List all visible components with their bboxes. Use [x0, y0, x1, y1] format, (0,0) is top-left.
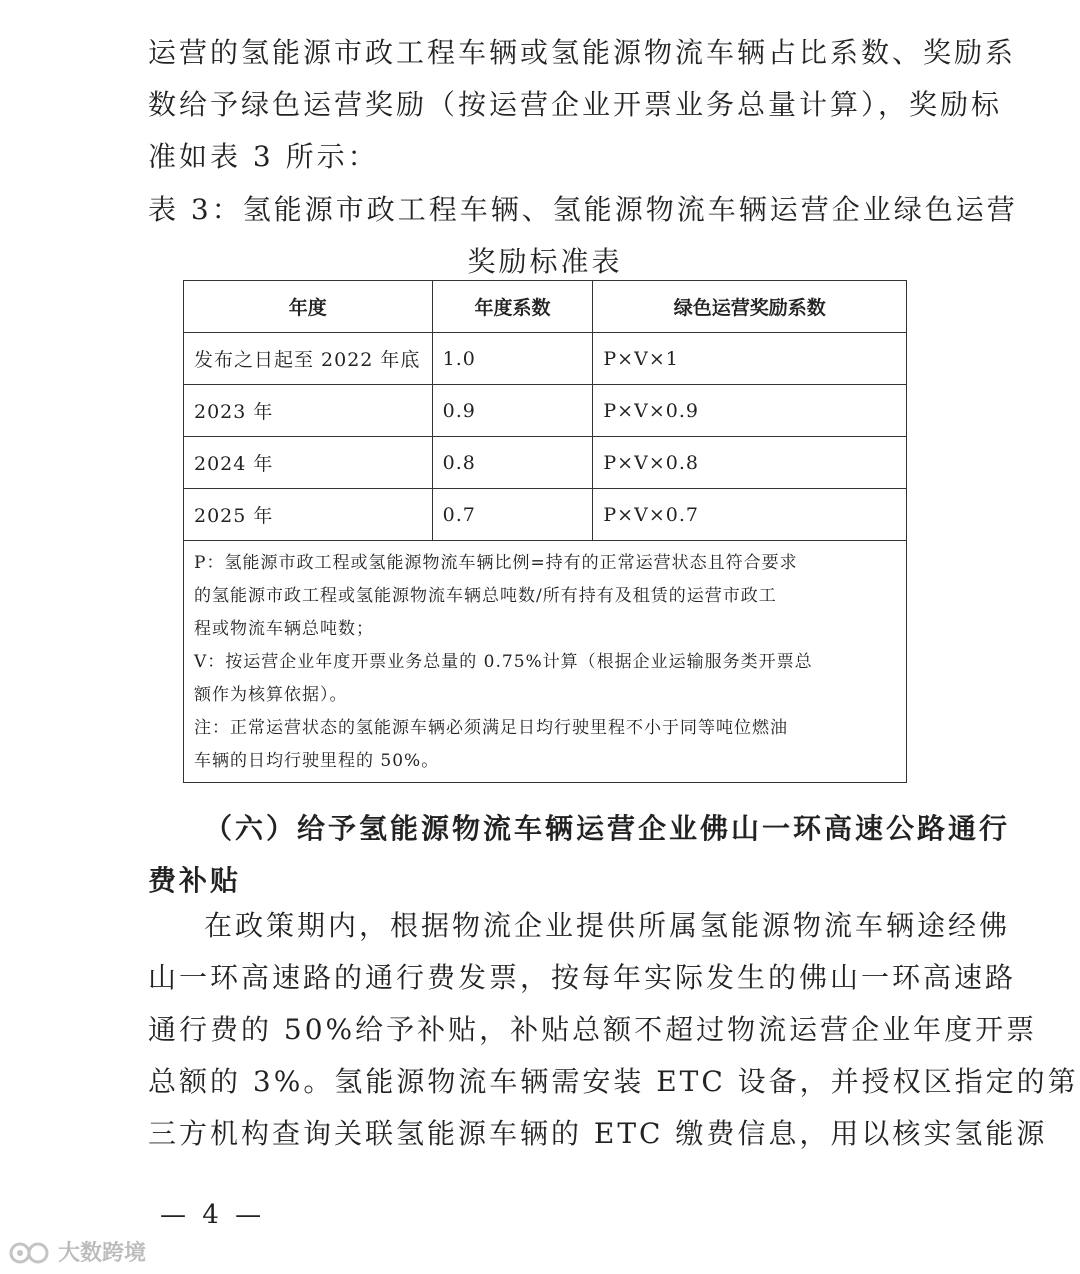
cell-reward: P×V×0.7 — [593, 489, 907, 541]
cell-year: 发布之日起至 2022 年底 — [184, 333, 433, 385]
cell-year: 2025 年 — [184, 489, 433, 541]
body-line: 三方机构查询关联氢能源车辆的 ETC 缴费信息，用以核实氢能源 — [148, 1117, 1048, 1150]
cell-coefficient: 0.9 — [432, 385, 593, 437]
table-row — [184, 437, 907, 489]
note-line: 车辆的日均行驶里程的 50%。 — [194, 751, 440, 771]
body-line: 通行费的 50%给予补贴，补贴总额不超过物流运营企业年度开票 — [148, 1013, 1038, 1046]
intro-line: 数给予绿色运营奖励（按运营企业开票业务总量计算），奖励标 — [148, 88, 1003, 121]
table-row — [184, 489, 907, 541]
body-line: 在政策期内，根据物流企业提供所属氢能源物流车辆途经佛 — [204, 909, 1011, 942]
table-header-row — [184, 281, 907, 333]
cell-reward: P×V×0.8 — [593, 437, 907, 489]
heading-line: （六）给予氢能源物流车辆运营企业佛山一环高速公路通行 — [204, 812, 1011, 845]
watermark-logo-icon — [8, 1239, 52, 1265]
note-line: 程或物流车辆总吨数； — [194, 619, 374, 639]
header-year-coefficient: 年度系数 — [432, 281, 593, 333]
reward-standard-table — [183, 280, 907, 783]
table-notes — [184, 541, 907, 783]
note-line: 额作为核算依据）。 — [194, 685, 348, 705]
intro-line: 准如表 3 所示： — [148, 140, 379, 173]
intro-line: 运营的氢能源市政工程车辆或氢能源物流车辆占比系数、奖励系 — [148, 36, 1017, 69]
page-number: — 4 — — [160, 1200, 266, 1230]
body-line: 山一环高速路的通行费发票，按每年实际发生的佛山一环高速路 — [148, 961, 1017, 994]
section-heading — [148, 803, 1011, 907]
intro-paragraph — [148, 27, 1017, 183]
body-line: 总额的 3%。氢能源物流车辆需安装 ETC 设备，并授权区指定的第 — [148, 1065, 1079, 1098]
header-reward-coefficient: 绿色运营奖励系数 — [593, 281, 907, 333]
note-line: P：氢能源市政工程或氢能源物流车辆比例=持有的正常运营状态且符合要求 — [194, 553, 798, 573]
watermark-text: 大数跨境 — [58, 1241, 147, 1266]
note-line: 的氢能源市政工程或氢能源物流车辆总吨数/所有持有及租赁的运营市政工 — [194, 586, 777, 606]
watermark — [8, 1236, 146, 1267]
cell-coefficient: 0.8 — [432, 437, 593, 489]
header-year: 年度 — [184, 281, 433, 333]
table-row — [184, 333, 907, 385]
cell-coefficient: 0.7 — [432, 489, 593, 541]
table-caption: 表 3：氢能源市政工程车辆、氢能源物流车辆运营企业绿色运营 — [148, 193, 1018, 226]
note-line: V：按运营企业年度开票业务总量的 0.75%计算（根据企业运输服务类开票总 — [194, 652, 813, 672]
cell-coefficient: 1.0 — [432, 333, 593, 385]
table-row — [184, 385, 907, 437]
cell-year: 2024 年 — [184, 437, 433, 489]
note-line: 注：正常运营状态的氢能源车辆必须满足日均行驶里程不小于同等吨位燃油 — [194, 718, 788, 738]
table-caption-continued: 奖励标准表 — [467, 245, 623, 278]
heading-line: 费补贴 — [148, 864, 242, 897]
cell-year: 2023 年 — [184, 385, 433, 437]
table-notes-row — [184, 541, 907, 783]
cell-reward: P×V×1 — [593, 333, 907, 385]
body-paragraph — [148, 900, 1079, 1160]
cell-reward: P×V×0.9 — [593, 385, 907, 437]
